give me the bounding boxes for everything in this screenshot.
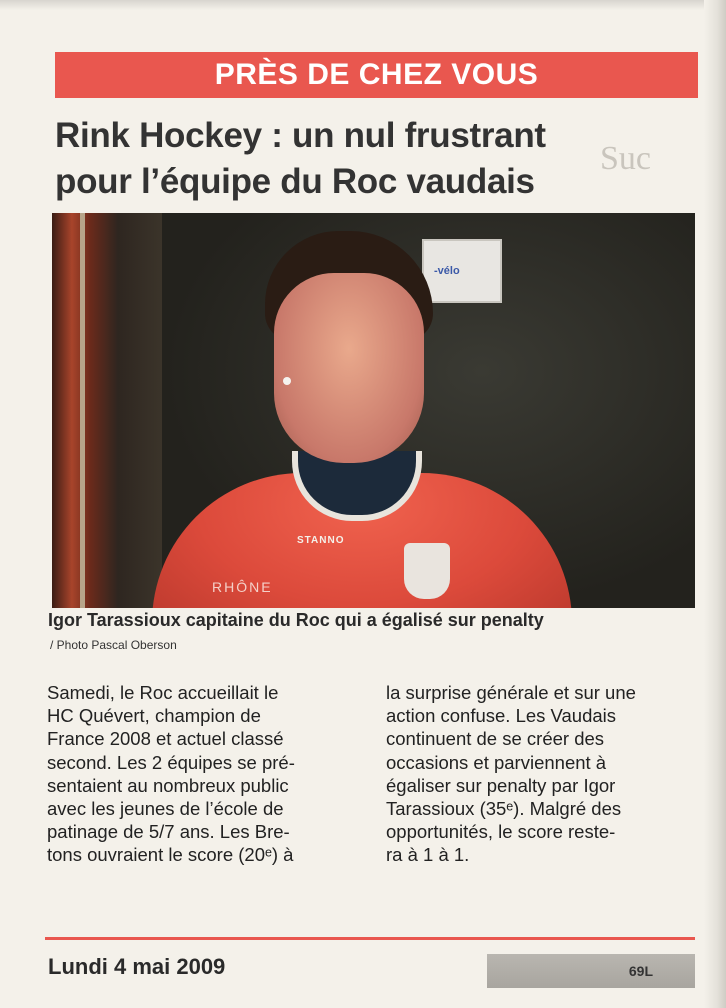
headline-line-2: pour l’équipe du Roc vaudais <box>55 162 535 201</box>
jersey-brand-text: RHÔNE <box>212 579 273 595</box>
photo-earring <box>283 377 291 385</box>
jersey-logo-text: STANNO <box>297 535 345 546</box>
photo-sign-text: -vélo <box>434 265 460 277</box>
section-banner <box>55 52 698 98</box>
body-line: France 2008 et actuel classé <box>47 728 284 750</box>
article-headline <box>55 113 655 205</box>
body-line: second. Les 2 équipes se pré- <box>47 751 295 773</box>
body-line: continuent de se créer des <box>386 728 605 750</box>
page-top-edge <box>0 0 726 10</box>
footer-rule <box>45 937 695 940</box>
section-banner-label: PRÈS DE CHEZ VOUS <box>214 58 539 91</box>
photo-caption: Igor Tarassioux capitaine du Roc qui a égalisé sur penalty <box>48 610 544 630</box>
body-line: patinage de 5/7 ans. Les Bre- <box>47 821 290 843</box>
publication-date: Lundi 4 mai 2009 <box>48 954 226 979</box>
photo-credit: / Photo Pascal Oberson <box>50 638 177 652</box>
page-number-tab <box>487 954 695 988</box>
article-body-left-column <box>47 681 357 867</box>
page-number: 69L <box>628 963 653 979</box>
body-line: Samedi, le Roc accueillait le <box>47 682 279 703</box>
bleed-through-text: Suc <box>600 140 651 177</box>
body-line: sentaient au nombreux public <box>47 774 289 796</box>
body-line: avec les jeunes de l’école de <box>47 798 284 820</box>
jersey-crest <box>404 543 450 599</box>
body-line: la surprise générale et sur une <box>386 682 636 703</box>
body-line: Tarassioux (35ᵉ). Malgré des <box>386 798 622 820</box>
body-line: action confuse. Les Vaudais <box>386 705 617 727</box>
body-line: occasions et parviennent à <box>386 751 607 773</box>
body-line: tons ouvraient le score (20ᵉ) à <box>47 844 294 866</box>
article-photo <box>52 213 695 608</box>
article-body-right-column <box>386 681 696 867</box>
body-line: HC Quévert, champion de <box>47 705 261 727</box>
body-line: ra à 1 à 1. <box>386 844 470 866</box>
photo-face <box>274 273 424 463</box>
body-line: opportunités, le score reste- <box>386 821 616 843</box>
headline-line-1: Rink Hockey : un nul frustrant <box>55 116 546 155</box>
photo-door-frame <box>52 213 162 608</box>
body-line: égaliser sur penalty par Igor <box>386 774 616 796</box>
